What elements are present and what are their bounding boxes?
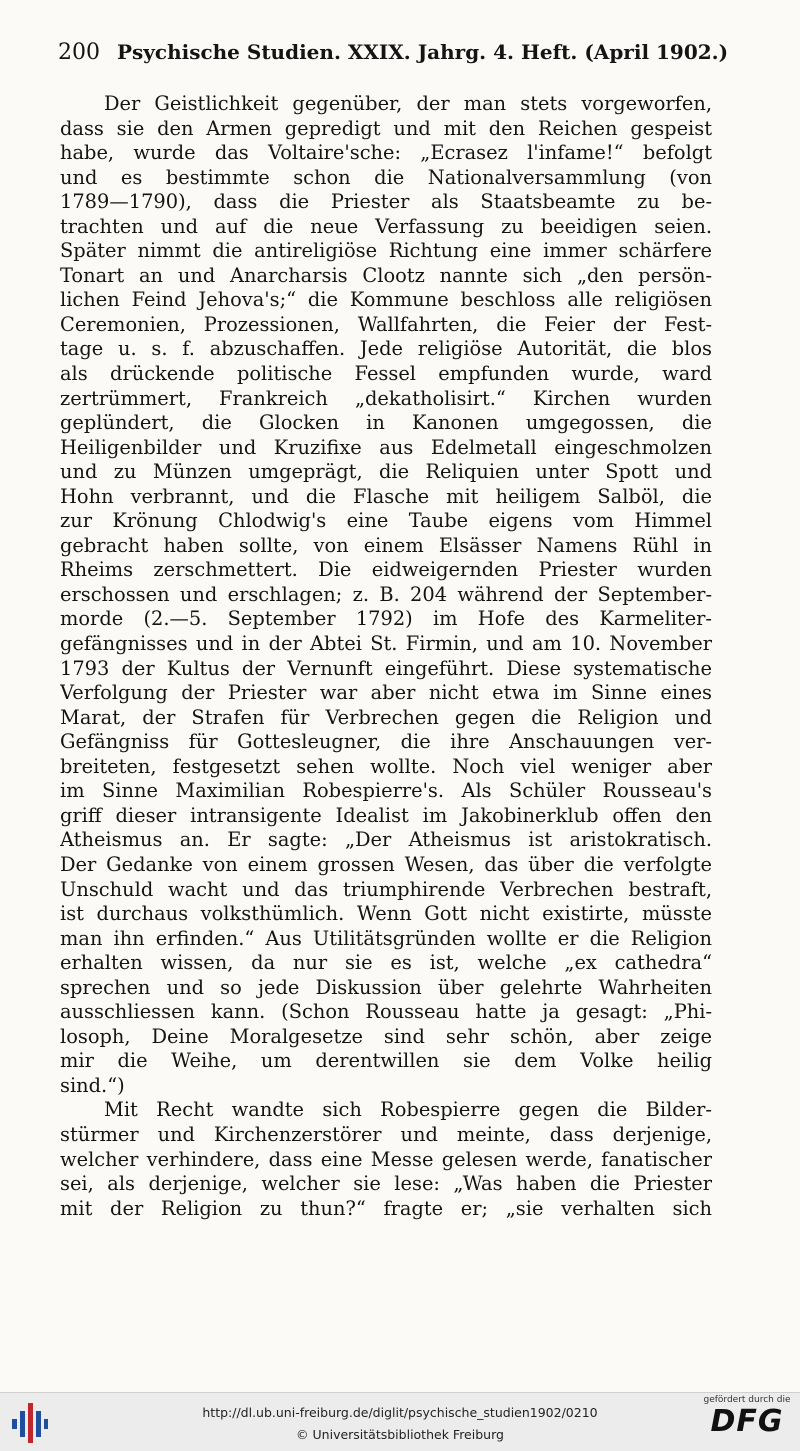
text-line: zur Krönung Chlodwig's eine Taube eigens vom Himmel (60, 509, 712, 533)
text-line: lichen Feind Jehova's;“ die Kommune beschloss alle religiösen (60, 288, 712, 312)
text-line: losoph, Deine Moralgesetze sind sehr schön, aber zeige (60, 1024, 712, 1048)
text-line: erhalten wissen, da nur sie es ist, welche „ex cathedra“ (60, 951, 712, 975)
text-line: Tonart an und Anarcharsis Clootz nannte sich „den persön- (60, 263, 712, 287)
text-line: ist durchaus volksthümlich. Wenn Gott nicht existirte, müsste (60, 902, 712, 926)
text-line: Verfolgung der Priester war aber nicht etwa im Sinne eines (60, 681, 712, 705)
text-line: man ihn erfinden.“ Aus Utilitätsgründen wollte er die Religion (60, 926, 712, 950)
copyright-notice: © Universitätsbibliothek Freiburg (296, 1427, 504, 1442)
funder-note: gefördert durch die (703, 1395, 791, 1405)
text-line: Heiligenbilder und Kruzifixe aus Edelmetall eingeschmolzen (60, 435, 712, 459)
text-line: habe, wurde das Voltaire'sche: „Ecrasez l'infame!“ befolgt (60, 141, 712, 165)
text-line: ausschliessen kann. (Schon Rousseau hatte ja gesagt: „Phi- (60, 1000, 712, 1024)
text-line: trachten und auf die neue Verfassung zu beeidigen seien. (60, 214, 712, 238)
text-line: im Sinne Maximilian Robespierre's. Als Schüler Rousseau's (60, 779, 712, 803)
text-line: Ceremonien, Prozessionen, Wallfahrten, die Feier der Fest- (60, 312, 712, 336)
text-line: Unschuld wacht und das triumphirende Verbrechen bestraft, (60, 877, 712, 901)
text-line: Hohn verbrannt, und die Flasche mit heiligem Salböl, die (60, 484, 712, 508)
page-number: 200 (58, 40, 100, 65)
text-line: und es bestimmte schon die Nationalversammlung (von (60, 165, 712, 189)
text-line: griff dieser intransigente Idealist im Jakobinerklub offen den (60, 803, 712, 827)
text-line: Später nimmt die antireligiöse Richtung eine immer schärfere (60, 239, 712, 263)
text-line: zertrümmert, Frankreich „dekatholisirt.“ Kirchen wurden (60, 386, 712, 410)
text-line: geplündert, die Glocken in Kanonen umgegossen, die (60, 411, 712, 435)
text-line: Der Geistlichkeit gegenüber, der man stets vorgeworfen, (104, 92, 712, 115)
text-line: als drückende politische Fessel empfunden wurde, ward (60, 362, 712, 386)
text-line: Rheims zerschmettert. Die eidweigernden Priester wurden (60, 558, 712, 582)
dfg-logo (702, 1395, 792, 1439)
text-line: gefängnisses und in der Abtei St. Firmin, und am 10. November (60, 632, 712, 656)
text-line: breiteten, festgesetzt sehen wollte. Noch viel weniger aber (60, 754, 712, 778)
running-title: Psychische Studien. XXIX. Jahrg. 4. Heft. (April 1902.) (116, 40, 729, 64)
text-line: Marat, der Strafen für Verbrechen gegen die Religion und (60, 705, 712, 729)
running-header (58, 40, 729, 70)
text-line: 1793 der Kultus der Vernunft eingeführt. Diese systematische (60, 656, 712, 680)
text-line: gebracht haben sollte, von einem Elsässer Namens Rühl in (60, 533, 712, 557)
text-line: Atheismus an. Er sagte: „Der Atheismus ist aristokratisch. (60, 828, 712, 852)
text-line: 1789—1790), dass die Priester als Staatsbeamte zu be- (60, 190, 712, 214)
body-text (60, 92, 712, 1221)
text-line: sei, als derjenige, welcher sie lese: „Was haben die Priester (60, 1172, 712, 1196)
text-line: morde (2.—5. September 1792) im Hofe des Karmeliter- (60, 607, 712, 631)
text-line: sind.“) (60, 1073, 125, 1097)
text-line: erschossen und erschlagen; z. B. 204 während der September- (60, 582, 712, 606)
text-line: mir die Weihe, um derentwillen sie dem Volke heilig (60, 1049, 712, 1073)
text-line: Der Gedanke von einem grossen Wesen, das über die verfolgte (60, 852, 712, 876)
text-line: sprechen und so jede Diskussion über gelehrte Wahrheiten (60, 975, 712, 999)
text-line: dass sie den Armen gepredigt und mit den Reichen gespeist (60, 116, 712, 140)
text-line: Gefängniss für Gottesleugner, die ihre Anschauungen ver- (60, 730, 712, 754)
text-line: und zu Münzen umgeprägt, die Reliquien unter Spott und (60, 460, 712, 484)
viewer-footer (0, 1392, 800, 1451)
text-line: Mit Recht wandte sich Robespierre gegen die Bilder- (104, 1098, 712, 1122)
text-line: mit der Religion zu thun?“ fragte er; „sie verhalten sich (60, 1196, 712, 1220)
text-line: welcher verhindere, dass eine Messe gelesen werde, fanatischer (60, 1147, 712, 1171)
text-line: tage u. s. f. abzuschaffen. Jede religiöse Autorität, die blos (60, 337, 712, 361)
dfg-logo-text: DFG (710, 1404, 784, 1439)
source-url[interactable]: http://dl.ub.uni-freiburg.de/diglit/psychische_studien1902/0210 (202, 1405, 598, 1420)
text-line: stürmer und Kirchenzerstörer und meinte, dass derjenige, (60, 1122, 712, 1146)
